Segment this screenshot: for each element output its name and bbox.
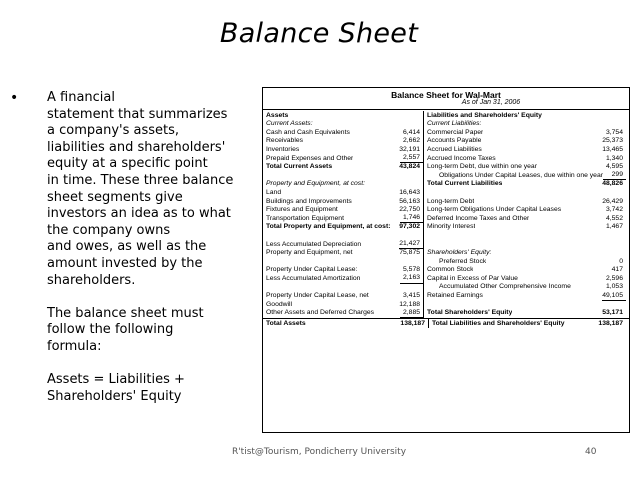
right-row-value: 13,465 bbox=[602, 145, 623, 153]
right-row bbox=[427, 163, 626, 172]
right-row-value: 3,742 bbox=[605, 206, 623, 214]
left-row bbox=[266, 275, 423, 284]
right-row-label: Long-term Debt bbox=[427, 197, 475, 205]
left-row-label: Inventories bbox=[266, 145, 300, 153]
right-row bbox=[427, 240, 626, 249]
right-row bbox=[427, 146, 626, 155]
left-row-value: 12,188 bbox=[399, 300, 421, 308]
left-row bbox=[266, 206, 423, 215]
left-row bbox=[266, 309, 423, 318]
left-row-value: 3,415 bbox=[403, 292, 421, 300]
formula-intro-line: follow the following bbox=[47, 322, 174, 338]
right-row bbox=[427, 189, 626, 198]
right-row bbox=[427, 154, 626, 163]
bullet-line: liabilities and shareholders' bbox=[47, 139, 226, 155]
left-row bbox=[266, 240, 423, 249]
left-row bbox=[266, 154, 423, 163]
right-row bbox=[427, 197, 626, 206]
left-row-label: Property and Equipment, at cost: bbox=[266, 180, 365, 188]
left-row-label: Prepaid Expenses and Other bbox=[266, 154, 354, 162]
bullet-line: in time. These three balance bbox=[47, 172, 234, 188]
right-row-label: Preferred Stock bbox=[439, 257, 487, 265]
right-row-label: Commercial Paper bbox=[427, 128, 484, 136]
left-row-label: Buildings and Improvements bbox=[266, 197, 352, 205]
left-row bbox=[266, 258, 423, 267]
bullet-line: a company's assets, bbox=[47, 123, 180, 139]
bullet-line: amount invested by the bbox=[47, 255, 203, 271]
left-row-label: Property Under Capital Lease: bbox=[266, 266, 358, 274]
left-row-label: Current Assets: bbox=[266, 120, 313, 128]
left-row-label: Goodwill bbox=[266, 300, 293, 308]
right-row bbox=[427, 172, 626, 181]
left-row-value: 2,557 bbox=[400, 154, 423, 163]
right-row bbox=[427, 258, 626, 267]
left-row-value: 97,302 bbox=[399, 223, 421, 231]
left-row-label: Receivables bbox=[266, 137, 304, 145]
left-row bbox=[266, 137, 423, 146]
left-row bbox=[266, 266, 423, 275]
left-row-value: 75,875 bbox=[399, 249, 421, 257]
total-assets-row bbox=[263, 319, 429, 329]
right-row-label: Deferred Income Taxes and Other bbox=[427, 214, 530, 222]
left-row bbox=[266, 172, 423, 181]
left-row bbox=[266, 292, 423, 301]
right-row bbox=[427, 137, 626, 146]
right-row-label: Capital in Excess of Par Value bbox=[427, 274, 518, 282]
right-row-value: 49,105 bbox=[602, 292, 626, 301]
right-row-label: Common Stock bbox=[427, 266, 474, 274]
right-row-label: Obligations Under Capital Leases, due within one year bbox=[439, 171, 603, 179]
left-row-label: Cash and Cash Equivalents bbox=[266, 128, 350, 136]
bullet-text-block bbox=[10, 90, 250, 405]
bullet-line: investors an idea as to what bbox=[47, 206, 231, 222]
total-assets-label: Total Assets bbox=[266, 319, 306, 327]
right-row-value: 1,053 bbox=[605, 283, 623, 291]
right-row-value: 2,596 bbox=[605, 274, 623, 282]
right-row bbox=[427, 292, 626, 301]
left-row bbox=[266, 223, 423, 232]
right-row bbox=[427, 309, 626, 318]
right-row-value: 1,340 bbox=[605, 154, 623, 162]
slide-footer: R'tist@Tourism, Pondicherry University bbox=[231, 447, 407, 457]
slide-title: Balance Sheet bbox=[219, 18, 419, 49]
right-row-label: Long-term Debt, due within one year bbox=[427, 163, 537, 171]
right-row-value: 417 bbox=[611, 266, 623, 274]
left-row bbox=[266, 189, 423, 198]
formula-intro-line: formula: bbox=[47, 338, 102, 354]
liabilities-column bbox=[424, 111, 629, 317]
left-row-label: Property and Equipment, net bbox=[266, 249, 353, 257]
bullet-line: the company owns bbox=[47, 222, 171, 238]
total-liabilities-label: Total Liabilities and Shareholders' Equity bbox=[432, 319, 565, 327]
left-row-value: 16,643 bbox=[399, 188, 421, 196]
left-row bbox=[266, 163, 423, 172]
right-row bbox=[427, 300, 626, 309]
page-number: 40 bbox=[585, 447, 597, 457]
left-row-value: 2,163 bbox=[400, 274, 423, 283]
right-row-value: 4,552 bbox=[605, 214, 623, 222]
left-row bbox=[266, 120, 423, 129]
right-row-label: Accounts Payable bbox=[427, 137, 482, 145]
left-row-label: Total Property and Equipment, at cost: bbox=[266, 223, 391, 231]
right-row-label: Accrued Liabilities bbox=[427, 145, 482, 153]
left-row-label: Less Accumulated Amortization bbox=[266, 274, 361, 282]
right-row-label: Total Shareholders' Equity bbox=[427, 309, 513, 317]
bullet-line: and owes, as well as the bbox=[47, 239, 207, 255]
right-row bbox=[427, 275, 626, 284]
bullet-line: shareholders. bbox=[47, 272, 136, 288]
formula-intro-line: The balance sheet must bbox=[47, 305, 204, 321]
left-row-value: 6,414 bbox=[403, 128, 421, 136]
left-row-label: Land bbox=[266, 188, 282, 196]
right-row bbox=[427, 283, 626, 292]
left-row bbox=[266, 129, 423, 138]
sheet-date: As of Jan 31, 2006 bbox=[461, 99, 521, 107]
liabilities-header: Liabilities and Shareholders' Equity bbox=[427, 111, 542, 119]
right-row-label: Current Liabilities: bbox=[427, 120, 482, 128]
right-row bbox=[427, 223, 626, 232]
right-row-label: Long-term Obligations Under Capital Leases bbox=[427, 206, 562, 214]
assets-header: Assets bbox=[266, 111, 289, 119]
bullet-line: equity at a specific point bbox=[47, 156, 208, 172]
right-row-label: Shareholders' Equity: bbox=[427, 249, 492, 257]
total-liabilities-value: 138,187 bbox=[598, 319, 623, 327]
formula-line: Assets = Liabilities + bbox=[47, 372, 185, 388]
left-row-label: Other Assets and Deferred Charges bbox=[266, 309, 375, 317]
bullet-icon: • bbox=[10, 90, 19, 106]
left-row bbox=[266, 249, 423, 258]
total-assets-value: 138,187 bbox=[400, 319, 425, 327]
left-row-label: Total Current Assets bbox=[266, 163, 333, 171]
right-row bbox=[427, 129, 626, 138]
bullet-line: A financial bbox=[47, 90, 115, 105]
left-row bbox=[266, 300, 423, 309]
formula-line: Shareholders' Equity bbox=[47, 388, 182, 404]
right-row-label: Minority Interest bbox=[427, 223, 476, 231]
right-row bbox=[427, 206, 626, 215]
right-row-value: 3,754 bbox=[605, 128, 623, 136]
bullet-line: sheet segments give bbox=[47, 189, 183, 205]
right-row-label: Total Current Liabilities bbox=[427, 180, 503, 188]
right-row-value: 4,595 bbox=[605, 163, 623, 171]
right-row-value: 1,467 bbox=[605, 223, 623, 231]
left-row-value: 56,163 bbox=[399, 197, 421, 205]
left-row-value: 43,824 bbox=[399, 163, 421, 171]
right-row bbox=[427, 215, 626, 224]
right-row-label: Accrued Income Taxes bbox=[427, 154, 496, 162]
right-row-value: 26,429 bbox=[602, 197, 623, 205]
right-row-value: 299 bbox=[603, 171, 626, 180]
left-row-label: Fixtures and Equipment bbox=[266, 206, 338, 214]
right-row-label: Accumulated Other Comprehensive Income bbox=[439, 283, 571, 291]
total-liabilities-row bbox=[429, 319, 629, 329]
right-row bbox=[427, 120, 626, 129]
left-row bbox=[266, 215, 423, 224]
left-row-value: 2,662 bbox=[403, 137, 421, 145]
right-row bbox=[427, 266, 626, 275]
right-row bbox=[427, 180, 626, 189]
right-row-value: 48,826 bbox=[602, 180, 623, 188]
bullet-paragraph bbox=[47, 90, 250, 405]
left-row bbox=[266, 283, 423, 292]
right-row bbox=[427, 249, 626, 258]
left-row-label: Transportation Equipment bbox=[266, 214, 344, 222]
left-row bbox=[266, 180, 423, 189]
sheet-title: Balance Sheet for Wal-Mart bbox=[391, 90, 501, 100]
left-row bbox=[266, 232, 423, 241]
right-row-label: Retained Earnings bbox=[427, 292, 483, 300]
left-row-value: 21,427 bbox=[399, 240, 423, 249]
left-row-value: 2,885 bbox=[400, 309, 423, 318]
left-row bbox=[266, 146, 423, 155]
left-row-value: 32,191 bbox=[399, 145, 421, 153]
right-row-value: 25,373 bbox=[602, 137, 623, 145]
right-row-value: 0 bbox=[619, 257, 623, 265]
left-row-label: Property Under Capital Lease, net bbox=[266, 292, 369, 300]
left-row bbox=[266, 197, 423, 206]
right-row-value: 53,171 bbox=[602, 309, 623, 317]
left-row-value: 1,746 bbox=[400, 214, 423, 223]
right-row bbox=[427, 232, 626, 241]
assets-column bbox=[263, 111, 424, 317]
left-row-value: 22,750 bbox=[399, 206, 421, 214]
balance-sheet-table bbox=[262, 87, 630, 433]
left-row-label: Less Accumulated Depreciation bbox=[266, 240, 362, 248]
left-row-value: 5,578 bbox=[403, 266, 421, 274]
bullet-line: statement that summarizes bbox=[47, 106, 228, 122]
